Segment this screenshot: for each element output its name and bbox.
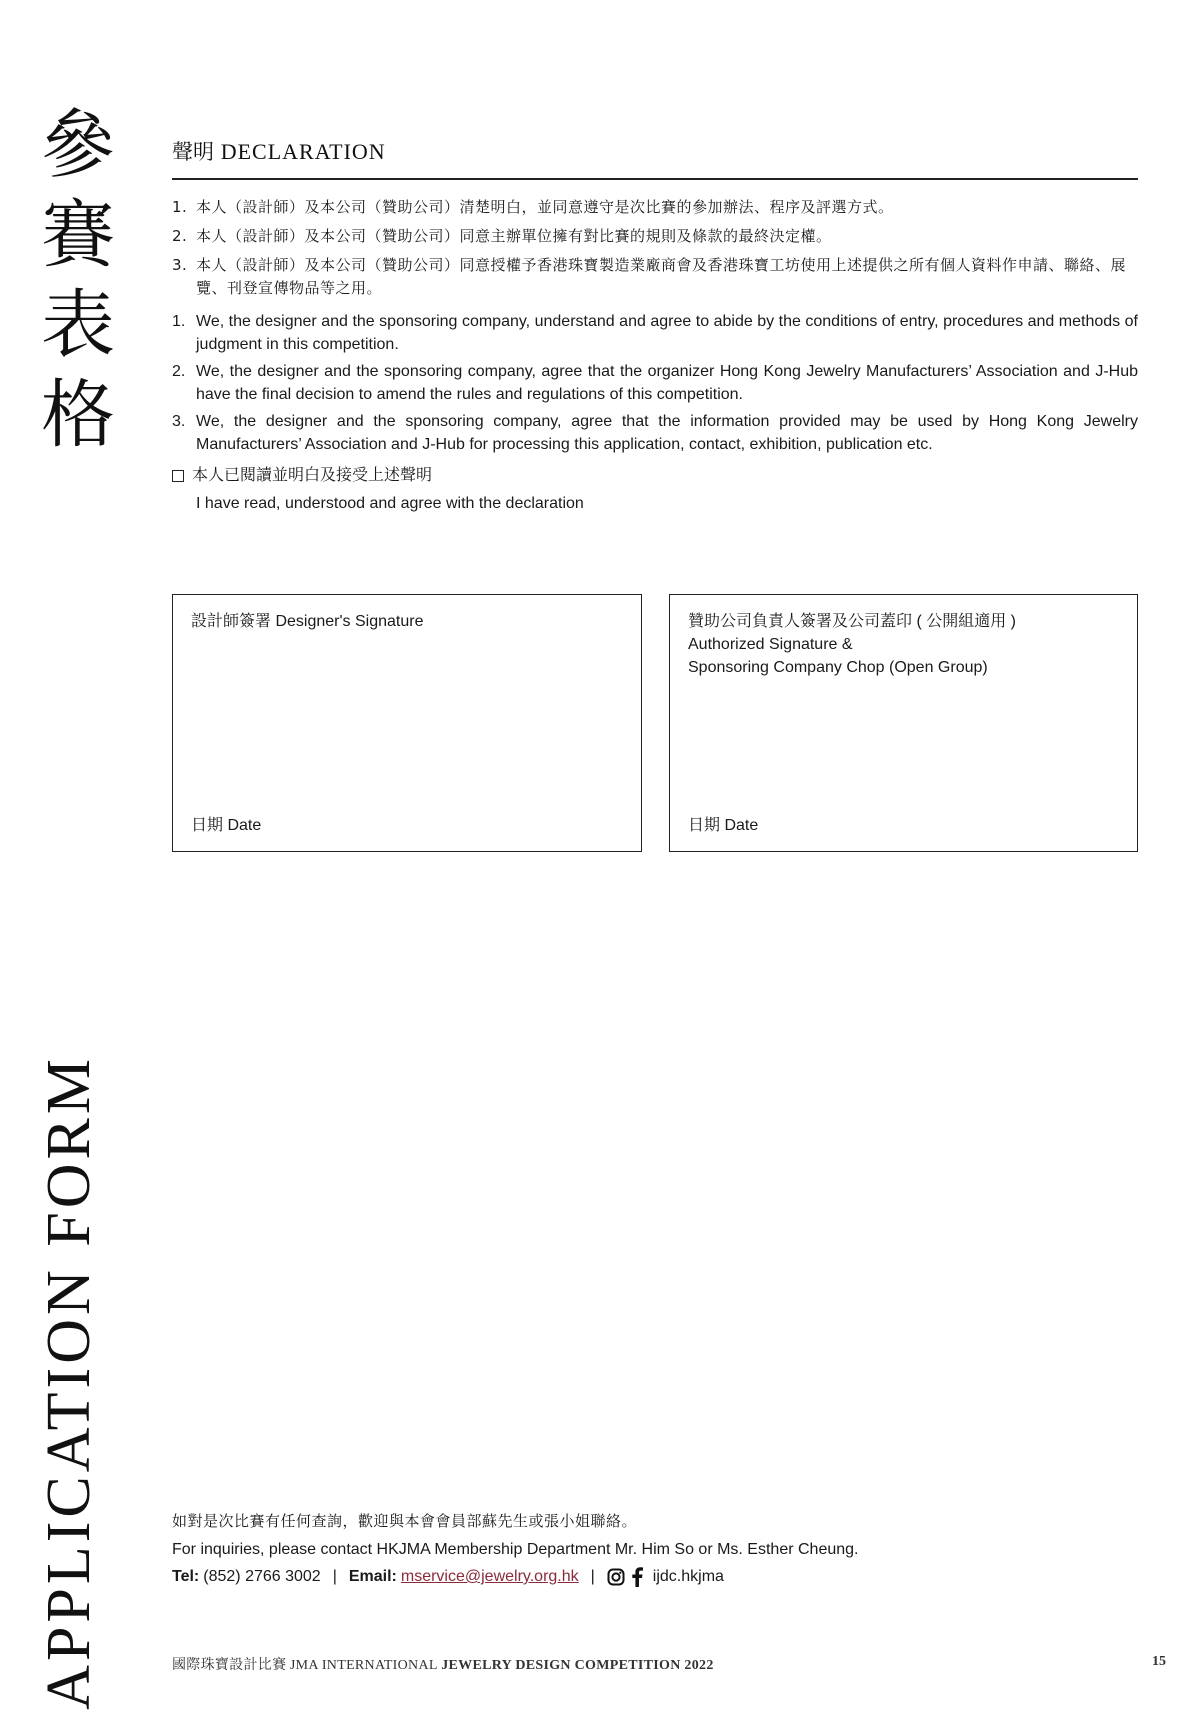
item-text: We, the designer and the sponsoring company, understand and agree to abide by the conditions of entry, procedures and methods of judgment in this competition. <box>196 313 1138 353</box>
facebook-icon[interactable] <box>631 1567 643 1587</box>
agreement-checkbox[interactable] <box>172 470 184 482</box>
item-text: We, the designer and the sponsoring company, agree that the information provided may be used by Hong Kong Jewelry Manufacturers’ Association and J-Hub for processing this application, contact, exhibition, publication etc. <box>196 413 1138 453</box>
social-icons <box>607 1567 643 1587</box>
declaration-item-zh <box>172 225 1138 248</box>
item-text: We, the designer and the sponsoring company, agree that the organizer Hong Kong Jewelry Manufacturers’ Association and J-Hub have the final decision to amend the rules and regulations of this competition. <box>196 363 1138 403</box>
company-date-label: 日期 Date <box>688 817 759 834</box>
company-signature-label-en-2: Sponsoring Company Chop (Open Group) <box>688 659 988 676</box>
tel-label: Tel: <box>172 1568 200 1585</box>
designer-signature-box[interactable] <box>172 594 642 852</box>
separator: | <box>332 1568 337 1585</box>
agreement-section <box>172 462 584 518</box>
section-heading <box>172 136 386 166</box>
declaration-list-en <box>172 310 1138 460</box>
instagram-icon[interactable] <box>607 1568 625 1586</box>
social-handle[interactable]: ijdc.hkjma <box>652 1568 724 1585</box>
side-title-char: 賽 <box>41 192 115 278</box>
contact-details <box>172 1567 858 1587</box>
page-number: 15 <box>1152 1654 1166 1669</box>
item-number: 3. <box>172 413 186 430</box>
item-number: 1. <box>172 198 188 216</box>
contact-zh: 如對是次比賽有任何查詢，歡迎與本會會員部蘇先生或張小姐聯絡。 <box>172 1513 638 1530</box>
declaration-item-en <box>172 410 1138 456</box>
side-title-char: 格 <box>41 372 115 458</box>
heading-zh: 聲明 <box>172 140 214 164</box>
side-title-chinese <box>38 100 118 460</box>
item-text: 本人（設計師）及本公司（贊助公司）同意授權予香港珠寶製造業廠商會及香港珠寶工坊使用上述提供之所有個人資料作申請、聯絡、展覽、刊登宣傳物品等之用。 <box>196 256 1127 297</box>
agreement-label-en: I have read, understood and agree with the declaration <box>196 495 584 512</box>
declaration-item-zh <box>172 254 1138 300</box>
item-number: 3. <box>172 256 188 274</box>
company-signature-label-en-1: Authorized Signature & <box>688 636 853 653</box>
company-signature-box[interactable] <box>669 594 1138 852</box>
declaration-list-zh <box>172 196 1138 306</box>
footer-competition-zh: 國際珠寶設計比賽 <box>172 1658 287 1673</box>
footer-competition-en: JEWELRY DESIGN COMPETITION 2022 <box>441 1658 714 1673</box>
side-title-english <box>34 1055 104 1710</box>
company-signature-label <box>688 610 1016 679</box>
contact-section <box>172 1510 858 1587</box>
agreement-label-zh: 本人已閱讀並明白及接受上述聲明 <box>192 467 433 484</box>
footer-competition-en-prefix: JMA INTERNATIONAL <box>289 1658 438 1673</box>
declaration-item-en <box>172 360 1138 406</box>
separator: | <box>590 1568 595 1585</box>
declaration-item-zh <box>172 196 1138 219</box>
side-title-char: 參 <box>41 102 115 188</box>
side-title-english-text: APPLICATION FORM <box>35 1055 103 1710</box>
declaration-item-en <box>172 310 1138 356</box>
email-link[interactable]: mservice@jewelry.org.hk <box>400 1568 579 1585</box>
heading-en: DECLARATION <box>220 139 386 164</box>
designer-date-label: 日期 Date <box>191 817 262 834</box>
email-label: Email: <box>348 1568 397 1585</box>
side-title-char: 表 <box>41 282 115 368</box>
heading-divider <box>172 178 1138 180</box>
contact-en: For inquiries, please contact HKJMA Membership Department Mr. Him So or Ms. Esther Cheung. <box>172 1541 859 1558</box>
item-number: 1. <box>172 313 186 330</box>
item-text: 本人（設計師）及本公司（贊助公司）同意主辦單位擁有對比賽的規則及條款的最終決定權。 <box>196 227 832 245</box>
item-number: 2. <box>172 227 188 245</box>
page-footer <box>172 1654 1166 1674</box>
item-number: 2. <box>172 363 186 380</box>
tel-value: (852) 2766 3002 <box>203 1568 321 1585</box>
designer-signature-label: 設計師簽署 Designer's Signature <box>191 613 424 630</box>
company-signature-label-zh: 贊助公司負責人簽署及公司蓋印 ( 公開組適用 ) <box>688 613 1016 630</box>
item-text: 本人（設計師）及本公司（贊助公司）清楚明白，並同意遵守是次比賽的參加辦法、程序及評選方式。 <box>196 198 894 216</box>
